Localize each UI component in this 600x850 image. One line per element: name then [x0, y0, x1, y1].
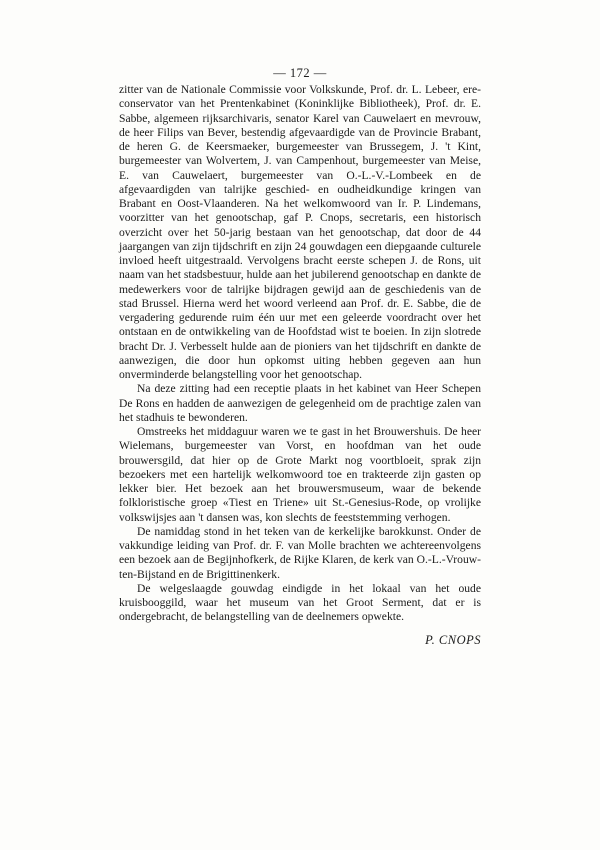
author-signature: P. CNOPS — [425, 632, 481, 647]
page-number: — 172 — — [273, 66, 327, 80]
paragraph: zitter van de Nationale Commissie voor Volkskunde, Prof. dr. L. Lebeer, ere-conservator van het Prentenkabinet (Koninklijke Bibliotheek), Prof. dr. E. Sabbe, algemeen rijksarchivaris, senator Karel van Cauwelaert en mevrouw, de heer Filips van Bever, bestendig afgevaardigde van de Provincie Brabant, de heren G. de Keersmaeker, burgemeester van Brussegem, J. 't Kint, burgemeester van Wolvertem, J. van Campenhout, burgemeester van Meise, E. van Cauwelaert, burgemeester van O.-L.-V.-Lombeek en de afgevaardigden van talrijke geschied- en oudheidkundige kringen van Brabant en Oost-Vlaanderen. Na het welkomwoord van Ir. P. Lindemans, voorzitter van het genootschap, gaf P. Cnops, secretaris, een historisch overzicht over het 50-jarig bestaan van het genootschap, dat door de 44 jaargangen van zijn tijdschrift en zijn 24 gouwdagen een diepgaande culturele invloed heeft uitgestraald. Vervolgens bracht eerste schepen J. de Rons, uit naam van het stadsbestuur, hulde aan het jubilerend genootschap en dankte de medewerkers voor de talrijke bijdragen gewijd aan de geschiedenis van de stad Brussel. Hierna werd het woord verleend aan Prof. dr. E. Sabbe, die de vergadering gedurende ruim één uur met een geleerde voordracht over het ontstaan en de ontwikkeling van de Hoofdstad wist te boeien. In zijn slotrede bracht Dr. J. Verbesselt hulde aan de pioniers van het tijdschrift en dankte de aanwezigen, die door hun opkomst uiting hebben gegeven aan hun onverminderde belangstelling voor het genootschap. — [119, 83, 481, 381]
article-body — [119, 83, 481, 648]
paragraph: Omstreeks het middaguur waren we te gast in het Brouwershuis. De heer Wielemans, burgemeester van Vorst, en hoofdman van het oude brouwersgild, dat hier op de Grote Markt nog voortbloeit, sprak zijn bezoekers met een hartelijk welkomwoord toe en trakteerde zijn gasten op lekker bier. Het bezoek aan het brouwersmuseum, waar de bekende folkloristische groep «Tiest en Triene» uit St.-Genesius-Rode, op vrolijke volkswijsjes aan 't dansen was, kon slechts de feeststemming verhogen. — [119, 425, 481, 524]
paragraph: Na deze zitting had een receptie plaats in het kabinet van Heer Schepen De Rons en hadden de aanwezigen de gelegenheid om de prachtige zalen van het stadhuis te bewonderen. — [119, 382, 481, 424]
paragraph: De namiddag stond in het teken van de kerkelijke barokkunst. Onder de vakkundige leiding van Prof. dr. F. van Molle brachten we achtereenvolgens een bezoek aan de Begijnhofkerk, de Rijke Klaren, de kerk van O.-L.-Vrouw-ten-Bijstand en de Brigittinenkerk. — [119, 524, 481, 581]
paragraph: De welgeslaagde gouwdag eindigde in het lokaal van het oude kruisbooggild, waar het museum van het Groot Serment, dat er is ondergebracht, de belangstelling van de deelnemers opwekte. — [119, 581, 481, 624]
